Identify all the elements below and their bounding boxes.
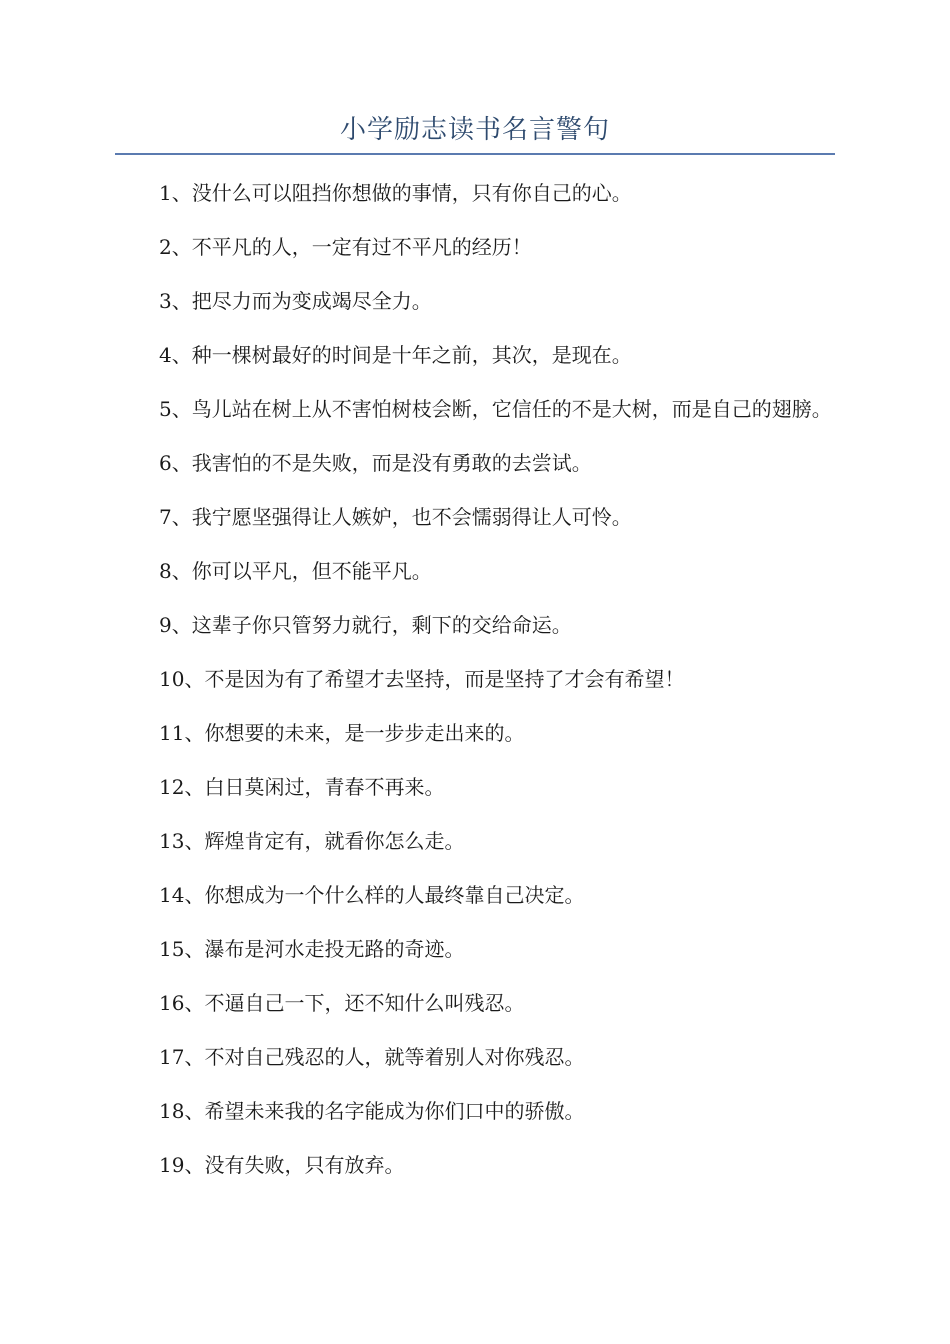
quote-paragraph: 7、我宁愿坚强得让人嫉妒，也不会懦弱得让人可怜。 <box>159 505 632 529</box>
quote-paragraph: 13、辉煌肯定有，就看你怎么走。 <box>159 829 465 853</box>
title-underline <box>115 153 835 155</box>
quote-paragraph: 19、没有失败，只有放弃。 <box>159 1153 405 1177</box>
quote-paragraph: 12、白日莫闲过，青春不再来。 <box>159 775 445 799</box>
quote-paragraph: 10、不是因为有了希望才去坚持，而是坚持了才会有希望！ <box>159 667 685 691</box>
quote-paragraph: 5、鸟儿站在树上从不害怕树枝会断，它信任的不是大树，而是自己的翅膀。 <box>159 397 832 421</box>
quote-paragraph: 18、希望未来我的名字能成为你们口中的骄傲。 <box>159 1099 585 1123</box>
quote-list <box>115 176 835 1202</box>
quote-paragraph: 1、没什么可以阻挡你想做的事情，只有你自己的心。 <box>159 181 632 205</box>
quote-paragraph: 11、你想要的未来，是一步步走出来的。 <box>159 721 525 745</box>
quote-paragraph: 8、你可以平凡，但不能平凡。 <box>159 559 432 583</box>
quote-paragraph: 16、不逼自己一下，还不知什么叫残忍。 <box>159 991 525 1015</box>
quote-paragraph: 6、我害怕的不是失败，而是没有勇敢的去尝试。 <box>159 451 592 475</box>
quote-paragraph: 9、这辈子你只管努力就行，剩下的交给命运。 <box>159 613 572 637</box>
quote-paragraph: 15、瀑布是河水走投无路的奇迹。 <box>159 937 465 961</box>
quote-paragraph: 14、你想成为一个什么样的人最终靠自己决定。 <box>159 883 585 907</box>
quote-paragraph: 3、把尽力而为变成竭尽全力。 <box>159 289 432 313</box>
quote-paragraph: 4、种一棵树最好的时间是十年之前，其次，是现在。 <box>159 343 632 367</box>
page-title: 小学励志读书名言警句 <box>339 115 610 145</box>
quote-paragraph: 2、不平凡的人，一定有过不平凡的经历！ <box>159 235 532 259</box>
quote-paragraph: 17、不对自己残忍的人，就等着别人对你残忍。 <box>159 1045 585 1069</box>
